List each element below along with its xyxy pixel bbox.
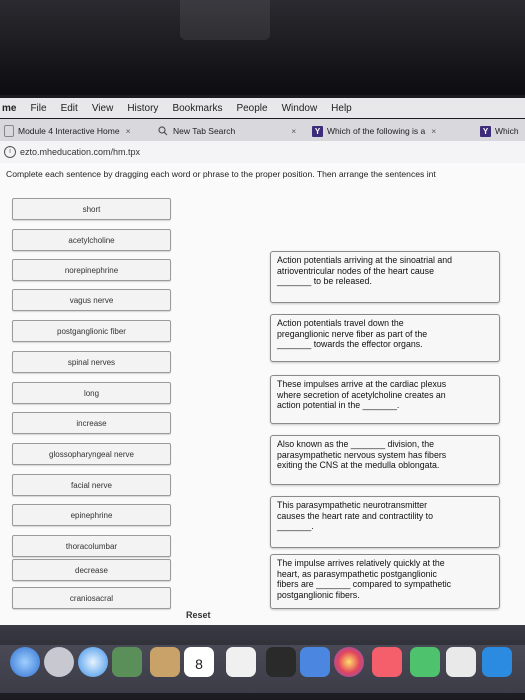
menu-file[interactable]: File (30, 102, 47, 114)
close-icon[interactable]: × (125, 126, 131, 136)
close-icon[interactable]: × (431, 126, 437, 136)
sentence-line: exiting the CNS at the medulla oblongata. (277, 460, 440, 470)
menu-view[interactable]: View (91, 102, 114, 114)
reset-button[interactable]: Reset (186, 610, 211, 620)
sentence-line: _______. (277, 521, 314, 531)
menu-people[interactable]: People (236, 102, 268, 114)
calendar-icon[interactable]: 8 (184, 647, 214, 677)
tab-label: Module 4 Interactive Home (18, 126, 120, 136)
sentence-line: _______ to be released. (277, 276, 372, 286)
word-tile-decrease[interactable]: decrease (12, 559, 171, 581)
safari-icon[interactable] (78, 647, 108, 677)
sentence-box-6[interactable] (270, 554, 500, 609)
word-tile-craniosacral[interactable]: craniosacral (12, 587, 171, 609)
menu-edit[interactable]: Edit (60, 102, 78, 114)
menu-window[interactable]: Window (281, 102, 318, 114)
textedit-icon[interactable] (446, 647, 476, 677)
url-text[interactable]: ezto.mheducation.com/hm.tpx (20, 147, 141, 157)
music-icon[interactable] (372, 647, 402, 677)
yahoo-icon: Y (480, 126, 491, 137)
sentence-line: where secretion of acetylcholine creates an (277, 389, 446, 400)
sentence-line: fibers are _______ compared to sympathetic (277, 579, 452, 589)
page-content (0, 163, 525, 625)
address-bar[interactable] (0, 141, 525, 163)
photos-icon[interactable] (334, 647, 364, 677)
word-tile-epinephrine[interactable]: epinephrine (12, 504, 171, 526)
sentence-line: postganglionic fibers. (277, 589, 360, 600)
sentence-box-4[interactable] (270, 435, 500, 485)
sentence-line: Action potentials travel down the (277, 318, 404, 328)
launchpad-icon[interactable] (44, 647, 74, 677)
notes-icon[interactable] (150, 647, 180, 677)
menu-app-name[interactable]: me (2, 102, 17, 114)
word-tile-spinal-nerves[interactable]: spinal nerves (12, 351, 171, 373)
sentence-line: causes the heart rate and contractility to (277, 510, 433, 521)
tab-label: Which (495, 126, 519, 136)
word-tile-facial-nerve[interactable]: facial nerve (12, 474, 171, 496)
sentence-line: This parasympathetic neurotransmitter (277, 500, 428, 510)
tab-module-4[interactable] (4, 123, 131, 139)
search-icon (158, 126, 169, 137)
reminders-icon[interactable] (226, 647, 256, 677)
word-tile-norepinephrine[interactable]: norepinephrine (12, 259, 171, 281)
sentence-box-2[interactable] (270, 314, 500, 362)
dock (0, 625, 525, 700)
tab-new-tab-search[interactable] (158, 123, 296, 139)
menu-history[interactable]: History (127, 102, 159, 114)
sentence-line: These impulses arrive at the cardiac plexus (277, 379, 447, 389)
sentence-line: atrioventricular nodes of the heart cause (277, 265, 434, 276)
monitor-bezel (0, 0, 525, 95)
menu-bar (0, 98, 525, 118)
tab-bar (0, 119, 525, 141)
close-icon[interactable]: × (291, 126, 297, 136)
word-tile-postganglionic-fiber[interactable]: postganglionic fiber (12, 320, 171, 342)
word-tile-acetylcholine[interactable]: acetylcholine (12, 229, 171, 251)
sentence-line: heart, as parasympathetic postganglionic (277, 568, 437, 579)
sentence-line: Action potentials arriving at the sinoatrial and (277, 255, 453, 265)
word-tile-long[interactable]: long (12, 382, 171, 404)
keynote-icon[interactable] (266, 647, 296, 677)
photo-app-icon[interactable] (112, 647, 142, 677)
tab-which[interactable] (480, 123, 519, 139)
sentence-box-5[interactable] (270, 496, 500, 548)
sentence-line: Also known as the _______ division, the (277, 439, 434, 449)
word-tile-thoracolumbar[interactable]: thoracolumbar (12, 535, 171, 557)
sentence-box-3[interactable] (270, 375, 500, 424)
sentence-line: action potential in the _______. (277, 400, 400, 410)
pages-icon[interactable] (300, 647, 330, 677)
yahoo-icon: Y (312, 126, 323, 137)
tab-label: Which of the following is a (327, 126, 426, 136)
sentence-line: The impulse arrives relatively quickly at the (277, 558, 445, 568)
info-icon[interactable]: i (4, 146, 16, 158)
word-tile-vagus-nerve[interactable]: vagus nerve (12, 289, 171, 311)
sentence-line: _______ towards the effector organs. (277, 339, 423, 349)
menu-help[interactable]: Help (331, 102, 352, 114)
word-tile-short[interactable]: short (12, 198, 171, 220)
word-tile-glossopharyngeal-nerve[interactable]: glossopharyngeal nerve (12, 443, 171, 465)
instructions-text: Complete each sentence by dragging each word or phrase to the proper position. Then arrange the sentences int (6, 169, 436, 179)
word-tile-increase[interactable]: increase (12, 412, 171, 434)
sentence-box-1[interactable] (270, 251, 500, 303)
facetime-icon[interactable] (410, 647, 440, 677)
sentence-line: preganglionic nerve fiber as part of the (277, 328, 428, 339)
page-icon (4, 125, 14, 137)
menu-bookmarks[interactable]: Bookmarks (172, 102, 223, 114)
tab-which-of-the-following[interactable] (312, 123, 436, 139)
siri-icon[interactable] (10, 647, 40, 677)
tab-label: New Tab Search (173, 126, 236, 136)
numbers-icon[interactable] (482, 647, 512, 677)
sentence-line: parasympathetic nervous system has fibers (277, 449, 447, 460)
